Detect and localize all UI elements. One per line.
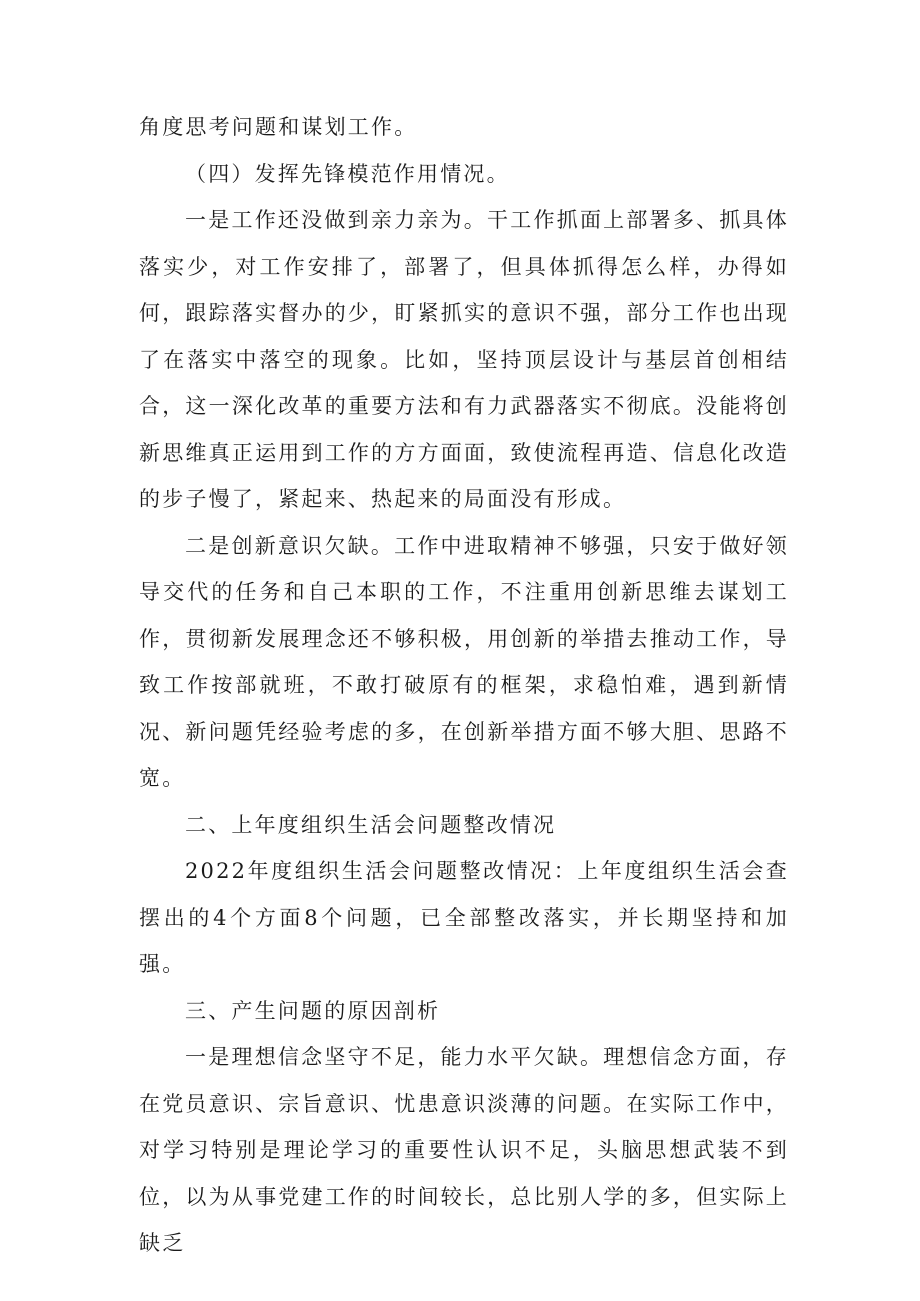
section-heading-two: 二、上年度组织生活会问题整改情况: [185, 812, 557, 837]
paragraph-body: 一是工作还没做到亲力亲为。干工作抓面上部署多、抓具体落实少，对工作安排了，部署了，但具体抓得怎么样，办得如何，跟踪落实督办的少，盯紧抓实的意识不强，部分工作也出现了在落实中落空的现象。比如，坚持顶层设计与基层首创相结合，这一深化改革的重要方法和有力武器落实不彻底。没能将创新思维真正运用到工作的方方面面，致使流程再造、信息化改造的步子慢了，紧起来、热起来的局面没有形成。: [139, 208, 789, 511]
section-heading-four: （四）发挥先锋模范作用情况。: [185, 161, 510, 186]
paragraph-body: 一是理想信念坚守不足，能力水平欠缺。理想信念方面，存在党员意识、宗旨意识、忧患意识淡薄的问题。在实际工作中，对学习特别是理论学习的重要性认识不足，头脑思想武装不到位，以为从事党建工作的时间较长，总比别人学的多，但实际上缺乏: [139, 1045, 789, 1255]
paragraph-continuation: 角度思考问题和谋划工作。: [139, 115, 418, 139]
paragraph-body: 2022年度组织生活会问题整改情况：上年度组织生活会查摆出的4个方面8个问题，已全部整改落实，并长期坚持和加强。: [139, 859, 789, 976]
paragraph-body: 二是创新意识欠缺。工作中进取精神不够强，只安于做好领导交代的任务和自己本职的工作，不注重用创新思维去谋划工作，贯彻新发展理念还不够积极，用创新的举措去推动工作，导致工作按部就班，不敢打破原有的框架，求稳怕难，遇到新情况、新问题凭经验考虑的多，在创新举措方面不够大胆、思路不宽。: [139, 533, 789, 790]
document-body: [139, 104, 789, 1267]
section-heading-three: 三、产生问题的原因剖析: [185, 998, 441, 1023]
